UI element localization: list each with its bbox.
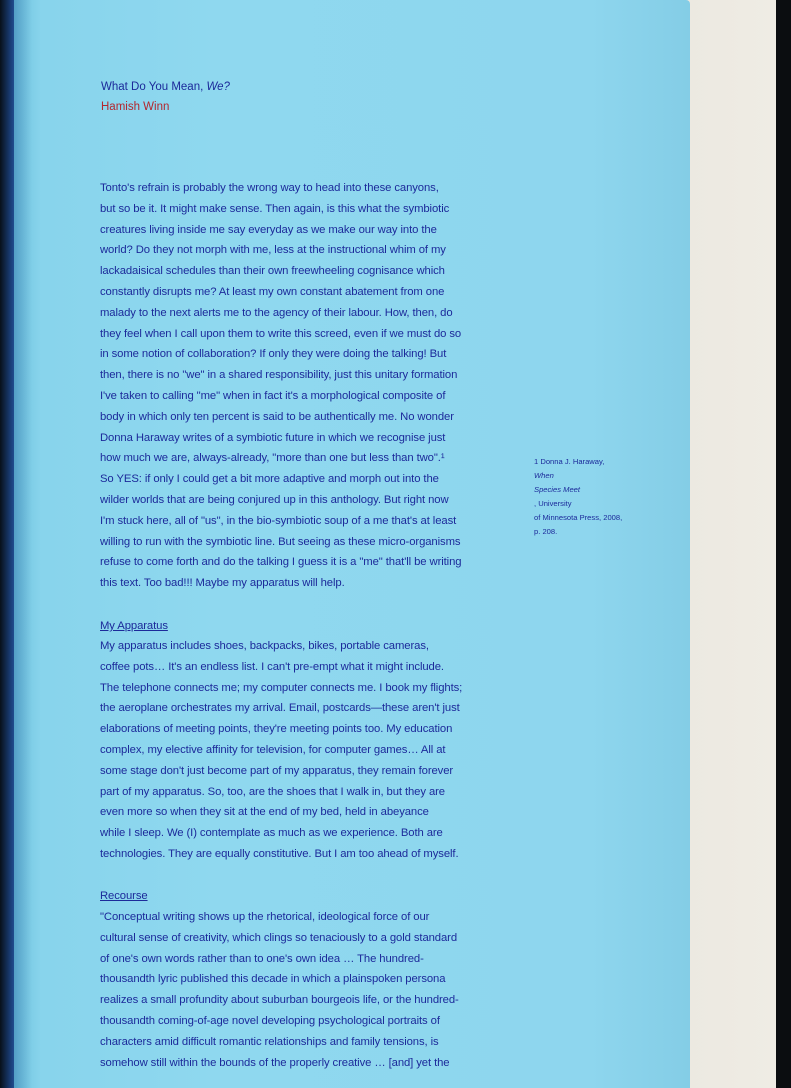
text-line: part of my apparatus. So, too, are the shoes that I walk in, but they are — [100, 785, 445, 798]
text-line: somehow still within the bounds of the properly creative … [and] yet the — [100, 1056, 450, 1069]
text-line: technologies. They are equally constitutive. But I am too ahead of myself. — [100, 847, 459, 860]
text-line: Tonto's refrain is probably the wrong way to head into these canyons, — [100, 182, 439, 194]
text-line: "Conceptual writing shows up the rhetorical, ideological force of our — [100, 911, 430, 923]
text-line: Donna Haraway writes of a symbiotic future in which we recognise just — [100, 431, 446, 444]
text-line: cultural sense of creativity, which clings so tenaciously to a gold standard — [100, 931, 458, 944]
text-line: some stage don't just become part of my apparatus, they remain forever — [100, 764, 454, 777]
title-main: What Do You Mean, — [101, 81, 207, 93]
text-line: then, there is no "we" in a shared responsibility, just this unitary formation — [100, 369, 458, 382]
text-line: of one's own words rather than to one's own idea … The hundred- — [100, 952, 424, 965]
text-line: coffee pots… It's an endless list. I can't pre-empt what it might include. — [100, 660, 444, 673]
text-line: this text. Too bad!!! Maybe my apparatus will help. — [100, 577, 345, 590]
text-line: characters amid difficult romantic relationships and family tensions, is — [100, 1035, 439, 1048]
text-line: creatures living inside me say everyday as we make our way into the — [100, 223, 437, 236]
footnote — [534, 455, 654, 539]
text-line: wilder worlds that are being conjured up in this anthology. But right now — [100, 493, 449, 506]
body-paragraph-recourse — [100, 907, 540, 1073]
text-line: but so be it. It might make sense. Then again, is this what the symbiotic — [100, 202, 450, 215]
text-line: So YES: if only I could get a bit more adaptive and morph out into the — [100, 473, 439, 486]
footnote-italic: Species Meet — [534, 485, 581, 494]
footnote-text: 1 Donna J. Haraway, — [534, 457, 605, 466]
text-line: even more so when they sit at the end of my bed, held in abeyance — [100, 806, 429, 819]
text-line: realizes a small profundity about suburban bourgeois life, or the hundred- — [100, 994, 459, 1007]
text-line: they feel when I call upon them to write this screed, even if we must do so — [100, 327, 462, 340]
footnote-line — [534, 483, 654, 511]
text-line: body in which only ten percent is said to be authentically me. No wonder — [100, 410, 454, 423]
text-line: refuse to come forth and do the talking I guess it is a "me" that'll be writing — [100, 556, 462, 569]
text-line: malady to the next alerts me to the agency of their labour. How, then, do — [100, 306, 453, 319]
text-line: My apparatus includes shoes, backpacks, bikes, portable cameras, — [100, 640, 429, 652]
footnote-line: p. 208. — [534, 527, 558, 536]
text-line: complex, my elective affinity for television, for computer games… All at — [100, 743, 446, 756]
text-line: constantly disrupts me? At least my own constant abatement from one — [100, 285, 445, 298]
body-paragraph-1 — [100, 178, 540, 594]
footnote-italic: When — [534, 471, 554, 480]
section-heading-recourse: Recourse — [100, 890, 148, 902]
body-paragraph-apparatus — [100, 636, 540, 865]
text-line: I've taken to calling "me" when in fact it's a morphological composite of — [100, 389, 446, 402]
text-line: elaborations of meeting points, they're meeting points too. My education — [100, 723, 453, 736]
title-we: We? — [206, 81, 230, 93]
text-line: while I sleep. We (I) contemplate as much as we experience. Both are — [100, 827, 443, 840]
text-line: world? Do they not morph with me, less at the instructional whim of my — [100, 244, 446, 257]
footnote-text: , University — [534, 499, 572, 508]
text-line: in some notion of collaboration? If only they were doing the talking! But — [100, 348, 447, 361]
essay-author: Hamish Winn — [101, 101, 170, 113]
text-line: thousandth lyric published this decade in which a plainspoken persona — [100, 973, 446, 986]
text-line: the aeroplane orchestrates my arrival. Email, postcards—these aren't just — [100, 702, 460, 715]
text-line: thousandth coming-of-age novel developing psychological portraits of — [100, 1014, 440, 1027]
text-line: lackadaisical schedules than their own freewheeling cognisance which — [100, 265, 445, 278]
footnote-line — [534, 455, 654, 483]
text-line: how much we are, always-already, "more than one but less than two".¹ — [100, 452, 445, 465]
essay-title — [101, 77, 230, 97]
footnote-line: of Minnesota Press, 2008, — [534, 513, 623, 522]
text-line: I'm stuck here, all of "us", in the bio-symbiotic soup of a me that's at least — [100, 514, 457, 527]
text-line: The telephone connects me; my computer connects me. I book my flights; — [100, 681, 463, 694]
text-line: willing to run with the symbiotic line. But seeing as these micro-organisms — [100, 535, 461, 548]
essay-header — [101, 77, 230, 117]
section-heading-apparatus: My Apparatus — [100, 620, 168, 632]
